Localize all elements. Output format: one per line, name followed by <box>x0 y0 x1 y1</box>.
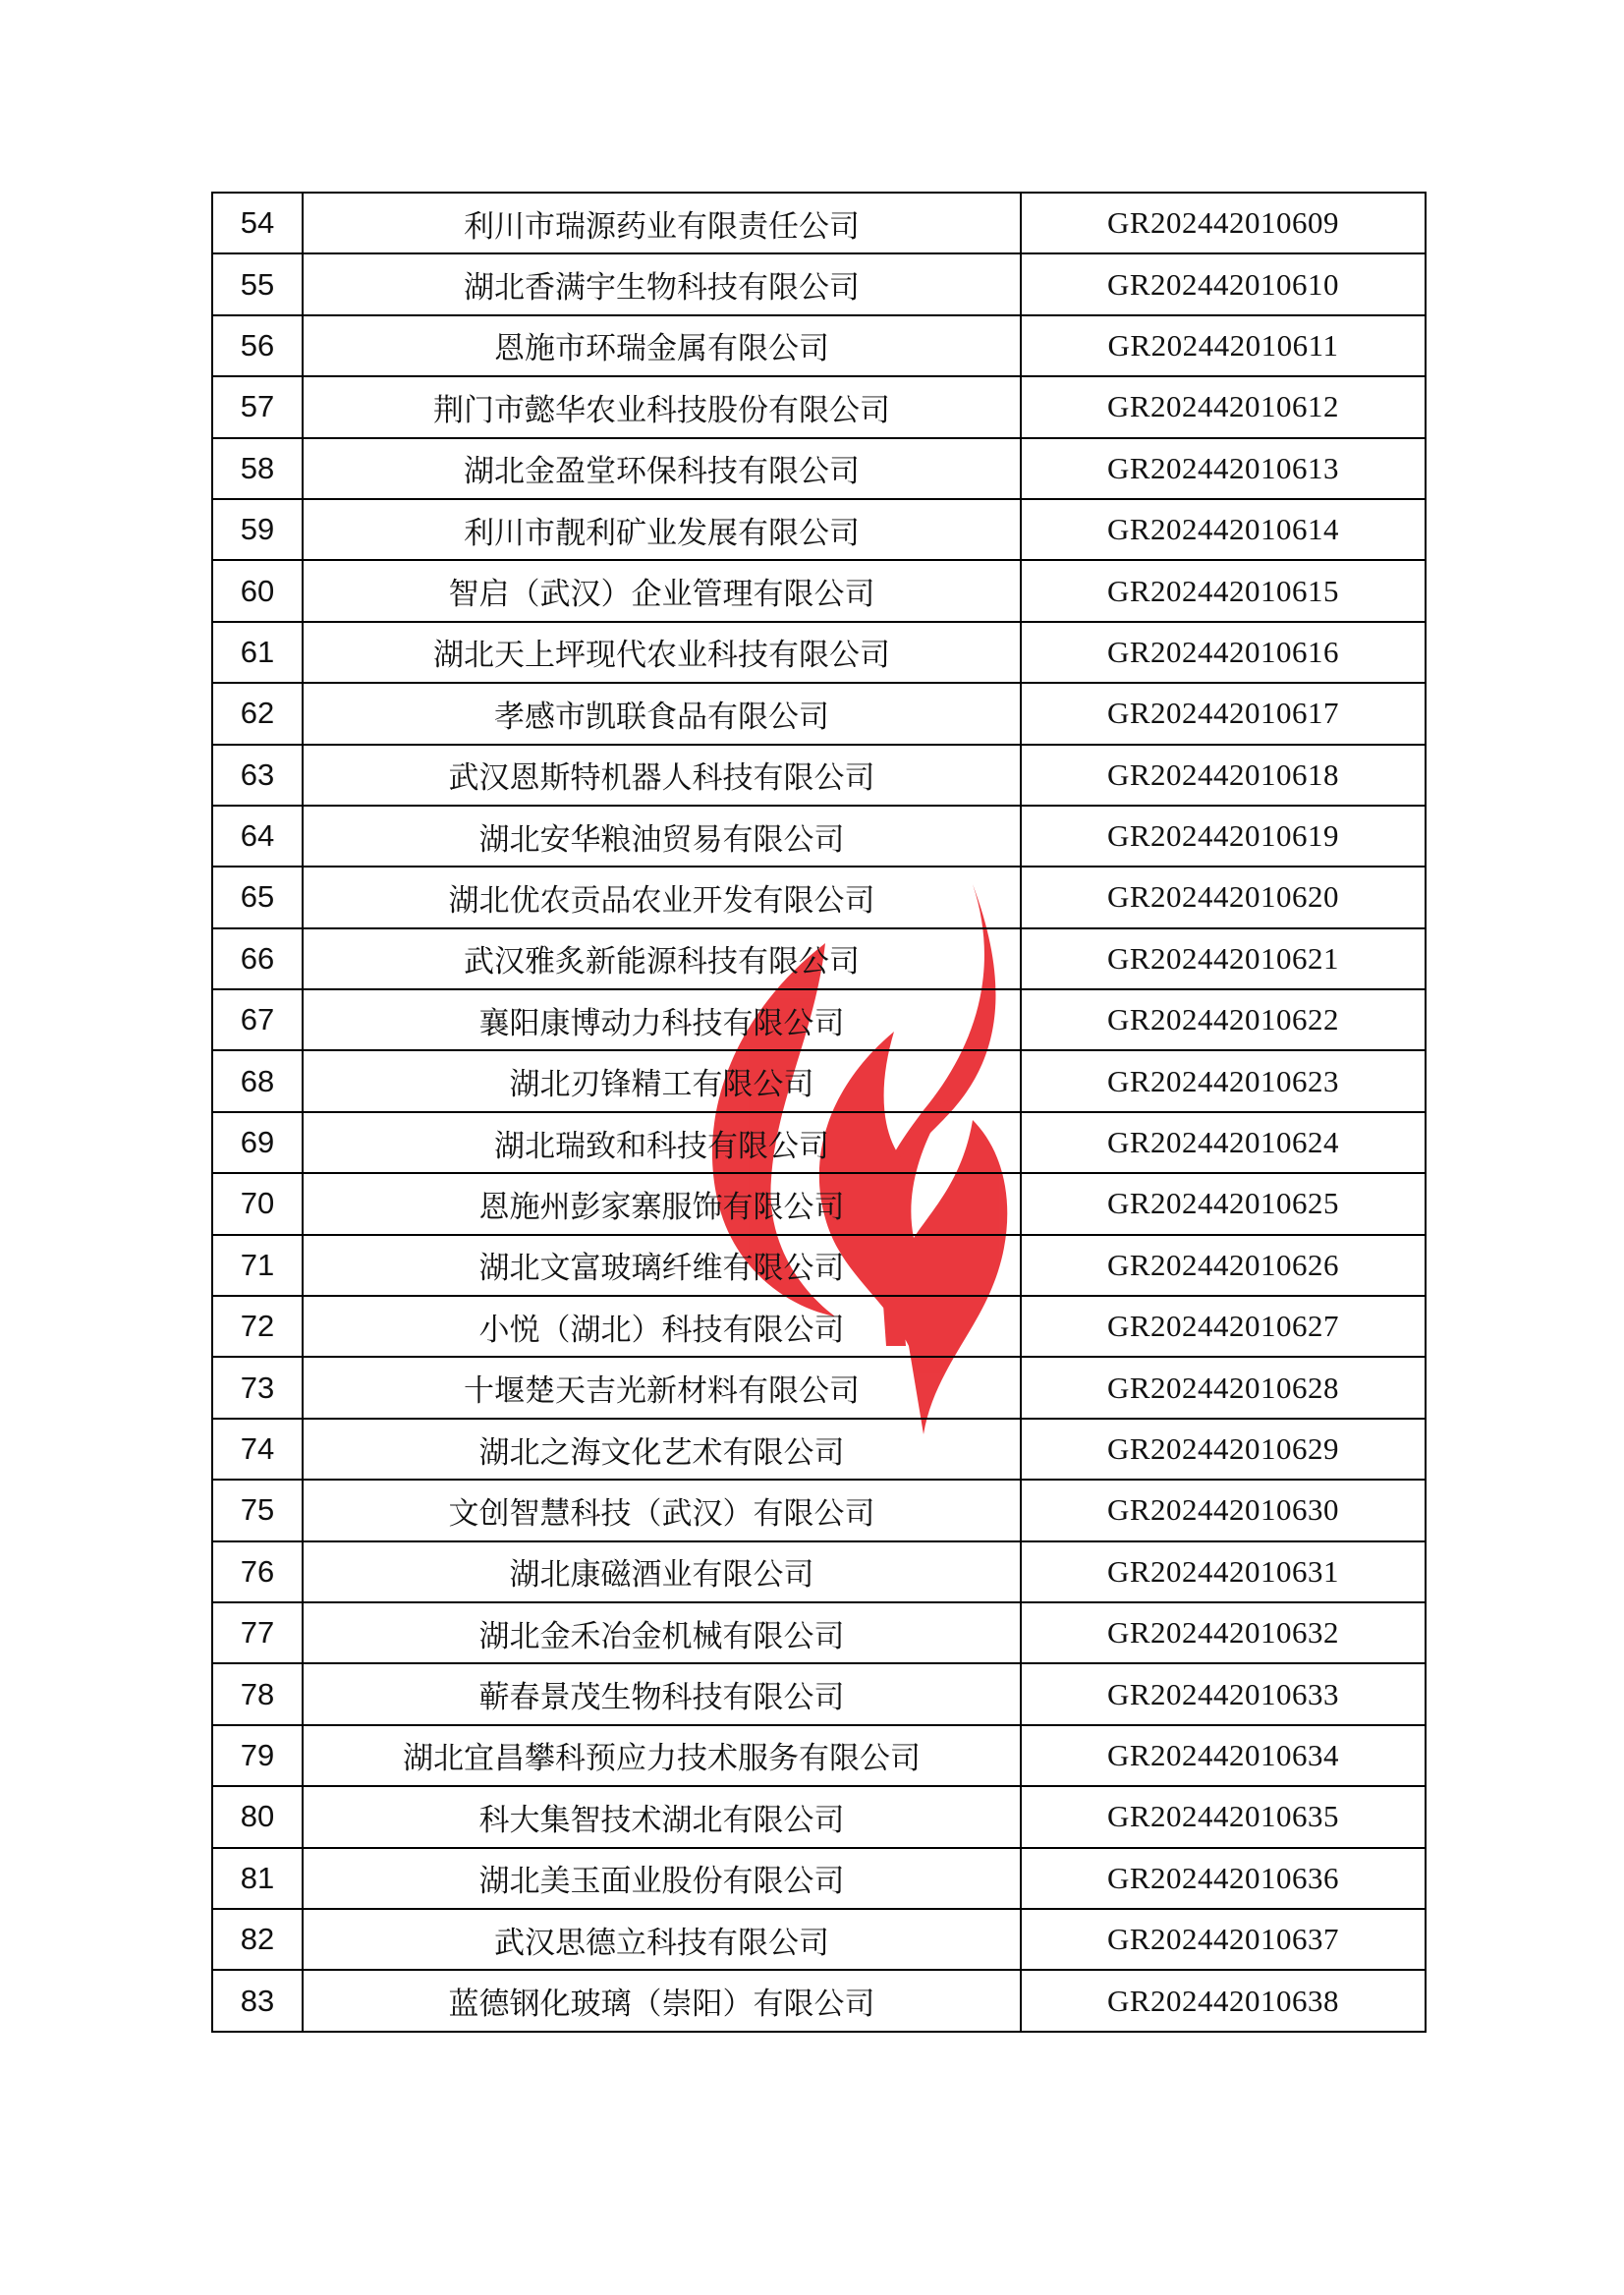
table-row <box>212 1909 1426 1970</box>
row-number: 65 <box>212 867 303 927</box>
company-name: 恩施州彭家寨服饰有限公司 <box>303 1173 1021 1234</box>
certificate-number: GR202442010620 <box>1021 867 1426 927</box>
row-number: 62 <box>212 683 303 744</box>
certificate-number: GR202442010631 <box>1021 1541 1426 1602</box>
certificate-number: GR202442010634 <box>1021 1725 1426 1786</box>
company-name: 湖北金盈堂环保科技有限公司 <box>303 438 1021 499</box>
company-name: 文创智慧科技（武汉）有限公司 <box>303 1480 1021 1540</box>
certificate-number: GR202442010627 <box>1021 1296 1426 1357</box>
row-number: 83 <box>212 1970 303 2031</box>
table-row <box>212 1602 1426 1663</box>
certificate-number: GR202442010636 <box>1021 1848 1426 1909</box>
table-row <box>212 1786 1426 1847</box>
certificate-number: GR202442010619 <box>1021 806 1426 867</box>
table-row <box>212 1541 1426 1602</box>
table-row <box>212 1357 1426 1418</box>
row-number: 55 <box>212 253 303 314</box>
table-row <box>212 438 1426 499</box>
company-name: 湖北金禾冶金机械有限公司 <box>303 1602 1021 1663</box>
table-row <box>212 560 1426 621</box>
row-number: 75 <box>212 1480 303 1540</box>
enterprise-table <box>211 192 1427 2033</box>
row-number: 73 <box>212 1357 303 1418</box>
company-name: 湖北文富玻璃纤维有限公司 <box>303 1235 1021 1296</box>
company-name: 湖北安华粮油贸易有限公司 <box>303 806 1021 867</box>
certificate-number: GR202442010638 <box>1021 1970 1426 2031</box>
certificate-number: GR202442010630 <box>1021 1480 1426 1540</box>
certificate-number: GR202442010611 <box>1021 315 1426 376</box>
table-row <box>212 622 1426 683</box>
company-name: 科大集智技术湖北有限公司 <box>303 1786 1021 1847</box>
company-name: 荆门市懿华农业科技股份有限公司 <box>303 376 1021 437</box>
row-number: 57 <box>212 376 303 437</box>
company-name: 湖北美玉面业股份有限公司 <box>303 1848 1021 1909</box>
certificate-number: GR202442010616 <box>1021 622 1426 683</box>
company-name: 利川市瑞源药业有限责任公司 <box>303 193 1021 253</box>
table-row <box>212 745 1426 806</box>
table-row <box>212 1663 1426 1724</box>
certificate-number: GR202442010614 <box>1021 499 1426 560</box>
row-number: 77 <box>212 1602 303 1663</box>
company-name: 湖北香满宇生物科技有限公司 <box>303 253 1021 314</box>
company-name: 智启（武汉）企业管理有限公司 <box>303 560 1021 621</box>
company-name: 武汉恩斯特机器人科技有限公司 <box>303 745 1021 806</box>
certificate-number: GR202442010632 <box>1021 1602 1426 1663</box>
row-number: 69 <box>212 1112 303 1173</box>
table-row <box>212 499 1426 560</box>
certificate-number: GR202442010628 <box>1021 1357 1426 1418</box>
certificate-number: GR202442010637 <box>1021 1909 1426 1970</box>
company-name: 湖北康磁酒业有限公司 <box>303 1541 1021 1602</box>
company-name: 湖北优农贡品农业开发有限公司 <box>303 867 1021 927</box>
row-number: 79 <box>212 1725 303 1786</box>
certificate-number: GR202442010621 <box>1021 928 1426 989</box>
table-row <box>212 1970 1426 2031</box>
row-number: 70 <box>212 1173 303 1234</box>
company-name: 湖北天上坪现代农业科技有限公司 <box>303 622 1021 683</box>
row-number: 68 <box>212 1050 303 1111</box>
row-number: 64 <box>212 806 303 867</box>
company-name: 武汉雅炙新能源科技有限公司 <box>303 928 1021 989</box>
company-name: 武汉思德立科技有限公司 <box>303 1909 1021 1970</box>
company-name: 利川市靓利矿业发展有限公司 <box>303 499 1021 560</box>
certificate-number: GR202442010629 <box>1021 1419 1426 1480</box>
table-row <box>212 376 1426 437</box>
company-name: 蕲春景茂生物科技有限公司 <box>303 1663 1021 1724</box>
company-name: 湖北之海文化艺术有限公司 <box>303 1419 1021 1480</box>
certificate-number: GR202442010612 <box>1021 376 1426 437</box>
company-name: 襄阳康博动力科技有限公司 <box>303 989 1021 1050</box>
certificate-number: GR202442010633 <box>1021 1663 1426 1724</box>
row-number: 81 <box>212 1848 303 1909</box>
table-row <box>212 315 1426 376</box>
row-number: 74 <box>212 1419 303 1480</box>
company-name: 湖北瑞致和科技有限公司 <box>303 1112 1021 1173</box>
row-number: 66 <box>212 928 303 989</box>
certificate-number: GR202442010617 <box>1021 683 1426 744</box>
table-row <box>212 683 1426 744</box>
row-number: 76 <box>212 1541 303 1602</box>
company-name: 恩施市环瑞金属有限公司 <box>303 315 1021 376</box>
table-row <box>212 1112 1426 1173</box>
certificate-number: GR202442010625 <box>1021 1173 1426 1234</box>
table-row <box>212 1050 1426 1111</box>
table-row <box>212 867 1426 927</box>
certificate-number: GR202442010618 <box>1021 745 1426 806</box>
certificate-number: GR202442010622 <box>1021 989 1426 1050</box>
table-row <box>212 806 1426 867</box>
row-number: 54 <box>212 193 303 253</box>
table-body <box>212 193 1426 2032</box>
certificate-number: GR202442010610 <box>1021 253 1426 314</box>
company-name: 小悦（湖北）科技有限公司 <box>303 1296 1021 1357</box>
table-row <box>212 193 1426 253</box>
row-number: 56 <box>212 315 303 376</box>
row-number: 72 <box>212 1296 303 1357</box>
row-number: 59 <box>212 499 303 560</box>
row-number: 71 <box>212 1235 303 1296</box>
company-name: 十堰楚天吉光新材料有限公司 <box>303 1357 1021 1418</box>
table-row <box>212 928 1426 989</box>
certificate-number: GR202442010624 <box>1021 1112 1426 1173</box>
certificate-number: GR202442010613 <box>1021 438 1426 499</box>
table-row <box>212 1173 1426 1234</box>
row-number: 60 <box>212 560 303 621</box>
company-name: 湖北宜昌攀科预应力技术服务有限公司 <box>303 1725 1021 1786</box>
table-row <box>212 989 1426 1050</box>
table-row <box>212 1296 1426 1357</box>
row-number: 80 <box>212 1786 303 1847</box>
table-row <box>212 1235 1426 1296</box>
table-row <box>212 1848 1426 1909</box>
certificate-number: GR202442010626 <box>1021 1235 1426 1296</box>
table-row <box>212 1480 1426 1540</box>
company-name: 蓝德钢化玻璃（崇阳）有限公司 <box>303 1970 1021 2031</box>
certificate-number: GR202442010635 <box>1021 1786 1426 1847</box>
table-row <box>212 253 1426 314</box>
company-name: 孝感市凯联食品有限公司 <box>303 683 1021 744</box>
certificate-number: GR202442010615 <box>1021 560 1426 621</box>
row-number: 61 <box>212 622 303 683</box>
company-name: 湖北刃锋精工有限公司 <box>303 1050 1021 1111</box>
row-number: 78 <box>212 1663 303 1724</box>
row-number: 82 <box>212 1909 303 1970</box>
row-number: 63 <box>212 745 303 806</box>
row-number: 58 <box>212 438 303 499</box>
table-row <box>212 1725 1426 1786</box>
certificate-number: GR202442010623 <box>1021 1050 1426 1111</box>
row-number: 67 <box>212 989 303 1050</box>
table-row <box>212 1419 1426 1480</box>
certificate-number: GR202442010609 <box>1021 193 1426 253</box>
